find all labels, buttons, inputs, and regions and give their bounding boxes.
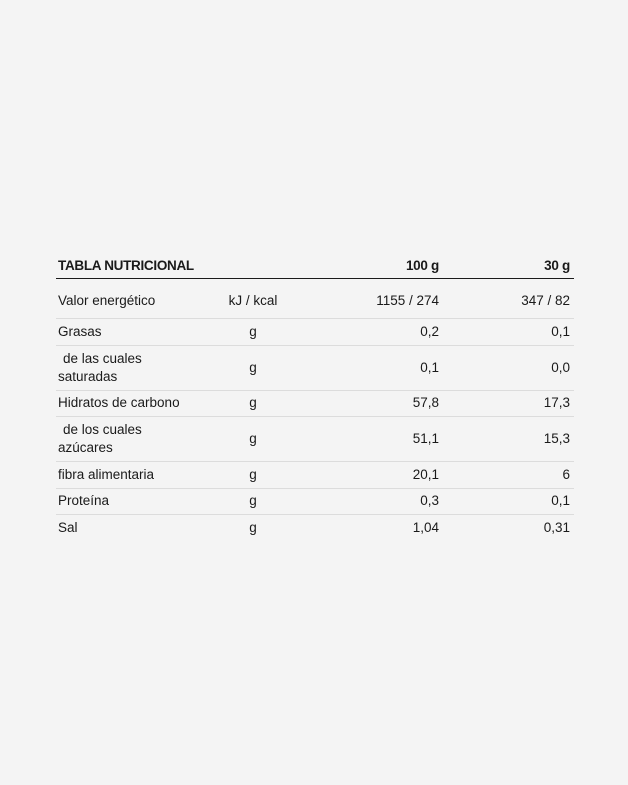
table-row-energy: [56, 279, 574, 319]
row-unit: g: [206, 488, 302, 515]
nutrition-table: [56, 252, 574, 541]
row-unit: g: [206, 390, 302, 417]
row-name: Valor energético: [56, 279, 206, 319]
table-row-saturated-fat: [56, 345, 574, 390]
row-name: [56, 345, 206, 390]
row-name: Sal: [58, 519, 78, 535]
row-unit: g: [206, 417, 302, 462]
row-value-30g: 0,1: [443, 319, 574, 346]
table-header-row: [56, 252, 574, 279]
row-value-100g: 0,3: [302, 488, 443, 515]
row-name-line1: de los cuales: [63, 422, 142, 437]
row-unit: g: [206, 462, 302, 489]
row-name-line2: saturadas: [58, 368, 118, 384]
row-name: fibra alimentaria: [56, 462, 206, 489]
table-row-sugars: [56, 417, 574, 462]
row-value-30g: 0,31: [543, 519, 570, 535]
row-value-100g: 1155 / 274: [302, 279, 443, 319]
table-row-salt: [56, 515, 574, 541]
row-value-30g: 17,3: [443, 390, 574, 417]
row-value-30g: 347 / 82: [443, 279, 574, 319]
table-row-protein: [56, 488, 574, 515]
table-row-fiber: [56, 462, 574, 489]
unit-column-header: [206, 252, 302, 279]
per-30g-header: 30 g: [443, 252, 574, 279]
row-value-30g: 15,3: [443, 417, 574, 462]
row-name: Grasas: [56, 319, 206, 346]
row-value-30g: 0,0: [443, 345, 574, 390]
row-unit: kJ / kcal: [206, 279, 302, 319]
row-unit: g: [249, 519, 257, 535]
table-row-carbohydrates: [56, 390, 574, 417]
row-value-100g: 0,2: [302, 319, 443, 346]
row-value-100g: 51,1: [302, 417, 443, 462]
row-value-30g: 6: [443, 462, 574, 489]
per-100g-header: 100 g: [302, 252, 443, 279]
row-unit: g: [206, 345, 302, 390]
table-title: TABLA NUTRICIONAL: [56, 252, 206, 279]
row-name-line1: de las cuales: [63, 350, 142, 366]
row-value-100g: 20,1: [302, 462, 443, 489]
table-row-fat: [56, 319, 574, 346]
row-value-100g: 57,8: [302, 390, 443, 417]
row-name: Hidratos de carbono: [56, 390, 206, 417]
row-value-100g: 0,1: [302, 345, 443, 390]
row-name: Proteína: [56, 488, 206, 515]
row-unit: g: [206, 319, 302, 346]
row-name-line2: azúcares: [58, 440, 113, 455]
row-value-100g: 1,04: [412, 519, 439, 535]
row-value-30g: 0,1: [443, 488, 574, 515]
row-name: [56, 417, 206, 462]
